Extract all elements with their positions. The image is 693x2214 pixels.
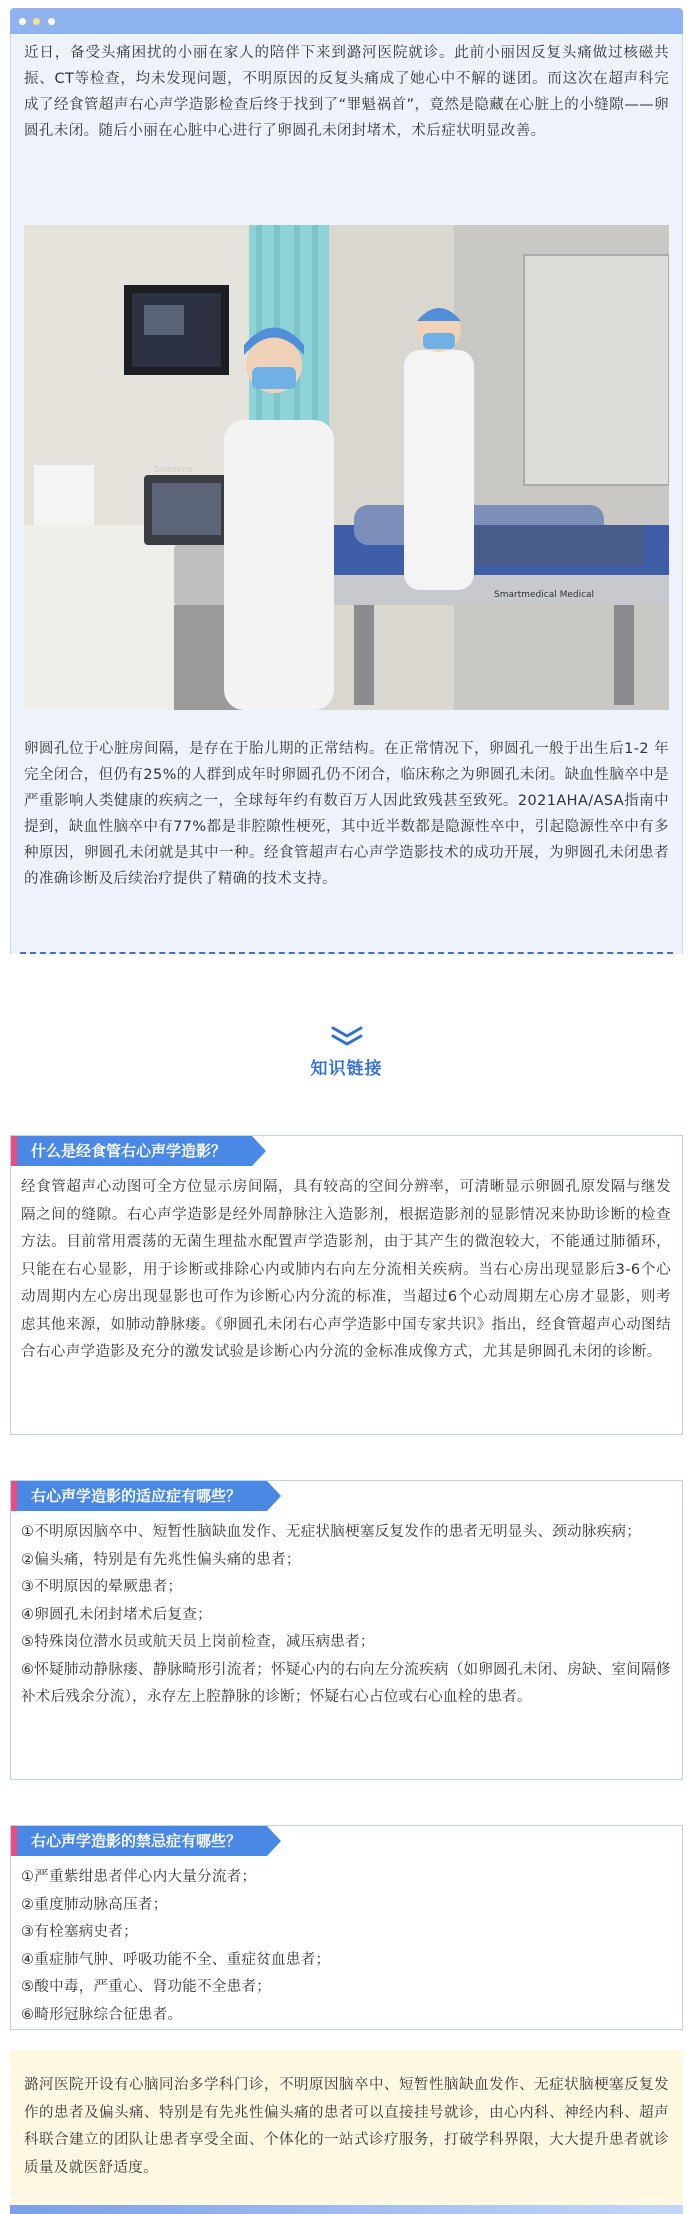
list-item: ②偏头痛，特别是有先兆性偏头痛的患者；: [21, 1551, 301, 1568]
footer-bar: [10, 2205, 683, 2214]
section-heading: 什么是经食管右心声学造影？: [11, 1136, 252, 1166]
section-heading: 右心声学造影的禁忌症有哪些？: [11, 1826, 267, 1856]
list-item: ③不明原因的晕厥患者；: [21, 1579, 183, 1595]
closing-paragraph: 潞河医院开设有心脑同治多学科门诊，不明原因脑卒中、短暂性脑缺血发作、无症状脑梗塞反复发作的患者及偏头痛、特别是有先兆性偏头痛的患者可以直接挂号就诊，由心内科、神经内科、超声科联合建立的团队让患者享受全面、个体化的一站式诊疗服务，打破学科界限，大大提升患者就诊质量及就医舒适度。: [24, 2077, 669, 2176]
list-item: ①不明原因脑卒中、短暂性脑缺血发作、无症状脑梗塞反复发作的患者无明显头、颈动脉疾病；: [21, 1524, 642, 1540]
explanation-paragraph: 卵圆孔位于心脏房间隔，是存在于胎儿期的正常结构。在正常情况下，卵圆孔一般于出生后1-2 年完全闭合，但仍有25%的人群到成年时卵圆孔仍不闭合，临床称之为卵圆孔未闭。缺血性脑卒中是严重影响人类健康的疾病之一，全球每年约有数百万人因此致残甚至致死。2021AHA/ASA指南中提到，缺血性脑卒中有77%都是非腔隙性梗死，其中近半数都是隐源性卒中，引起隐源性卒中有多种原因，卵圆孔未闭就是其中一种。经食管超声右心声学造影技术的成功开展，为卵圆孔未闭患者的准确诊断及后续治疗提供了精确的技术支持。: [24, 741, 669, 887]
double-chevron-down-icon: [330, 1024, 364, 1046]
window-dot-icon: [19, 18, 26, 25]
list-item: ⑥怀疑肺动静脉瘘、静脉畸形引流者；怀疑心内的右向左分流疾病（如卵圆孔未闭、房缺、室间隔修补术后残余分流），永存左上腔静脉的诊断；怀疑右心占位或右心血栓的患者。: [21, 1661, 671, 1705]
closing-card: [10, 2050, 683, 2205]
knowledge-title: 知识链接: [310, 1059, 383, 1079]
list-item: ⑤酸中毒，严重心、肾功能不全患者；: [21, 1979, 272, 1995]
list-item: ⑥畸形冠脉综合征患者。: [21, 2006, 183, 2023]
monitor-brand: Siemens: [154, 465, 193, 475]
bed-label: Smartmedical Medical: [494, 590, 595, 600]
list-item: ④重症肺气肿、呼吸功能不全、重症贫血患者；: [21, 1951, 331, 1968]
section-text: 经食管超声心动图可全方位显示房间隔，具有较高的空间分辨率，可清晰显示卵圆孔原发隔与继发隔之间的缝隙。右心声学造影是经外周静脉注入造影剂，根据造影剂的显影情况来协助诊断的检查方法。目前常用震荡的无菌生理盐水配置声学造影剂，由于其产生的微泡较大，不能通过肺循环，只能在右心显影，用于诊断或排除心内或肺内右向左分流相关疾病。当右心房出现显影后3-6个心动周期内左心房出现显影也可作为诊断心内分流的标准，当超过6个心动周期左心房才显影，则考虑其他来源，如肺动静脉瘘。《卵圆孔未闭右心声学造影中国专家共识》指出，经食管超声心动图结合右心声学造影及充分的激发试验是诊断心内分流的金标准成像方式，尤其是卵圆孔未闭的诊断。: [21, 1179, 671, 1360]
card-divider: [20, 952, 673, 954]
list-item: ①严重紫绀患者伴心内大量分流者；: [21, 1869, 257, 1885]
ultrasound-exam-photo: [24, 225, 669, 710]
exam-room-illustration: [24, 225, 669, 710]
section-what-is: [10, 1135, 683, 1435]
indications-list: [21, 1519, 671, 1712]
intro-paragraph: 近日，备受头痛困扰的小丽在家人的陪伴下来到潞河医院就诊。此前小丽因反复头痛做过核磁共振、CT等检查，均未发现问题，不明原因的反复头痛成了她心中不解的谜团。而这次在超声科完成了经食管超声右心声学造影检查后终于找到了“罪魁祸首”，竟然是隐藏在心脏上的小缝隙——卵圆孔未闭。随后小丽在心脏中心进行了卵圆孔未闭封堵术，术后症状明显改善。: [24, 45, 669, 139]
section-contraindications: [10, 1825, 683, 2030]
section-heading: 右心声学造影的适应症有哪些？: [11, 1481, 267, 1511]
contraindications-list: [21, 1864, 671, 2029]
window-dot-icon: [48, 18, 55, 25]
list-item: ②重度肺动脉高压者；: [21, 1896, 168, 1913]
window-title-bar: [10, 8, 683, 34]
section-indications: [10, 1480, 683, 1780]
window-dot-icon: [33, 18, 40, 25]
list-item: ④卵圆孔未闭封堵术后复查；: [21, 1606, 212, 1623]
list-item: ⑤特殊岗位潜水员或航天员上岗前检查，减压病患者；: [21, 1634, 375, 1650]
list-item: ③有栓塞病史者；: [21, 1924, 138, 1940]
